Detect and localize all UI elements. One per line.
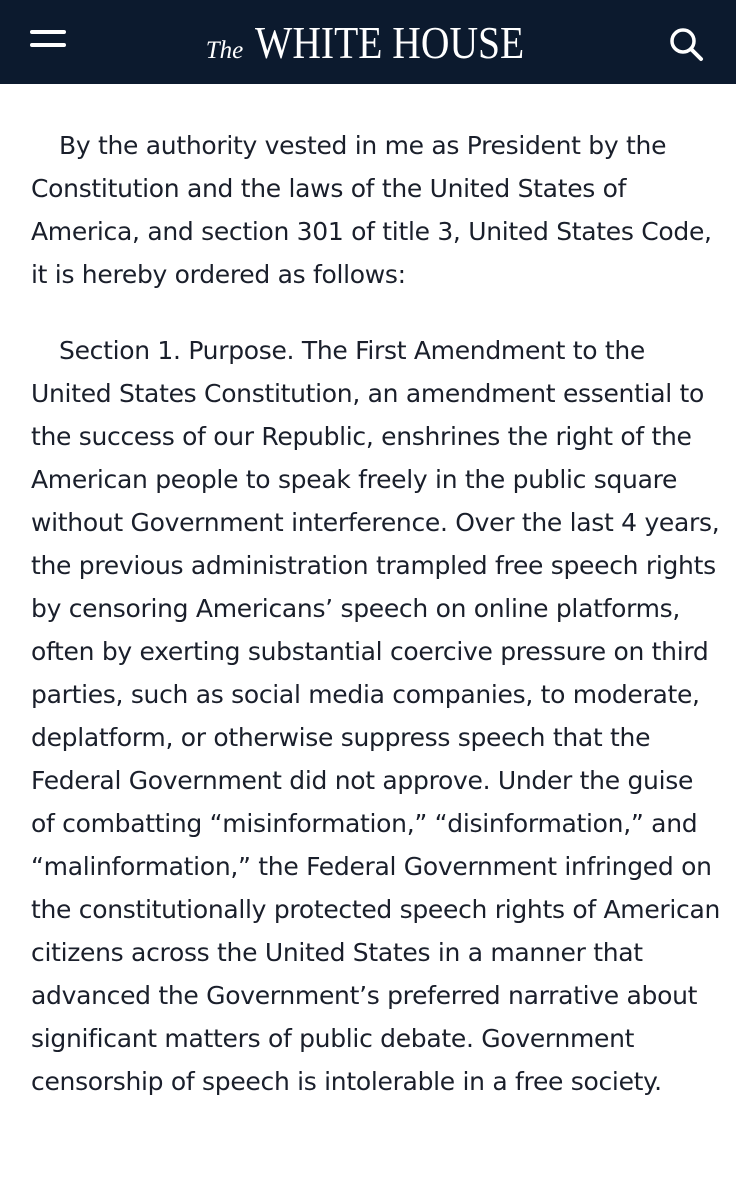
menu-button[interactable] <box>30 26 68 60</box>
brand-prefix: The <box>205 36 244 64</box>
site-header <box>0 0 736 84</box>
search-button[interactable] <box>666 24 706 64</box>
article-paragraph-preamble: By the authority vested in me as President by the Constitution and the laws of the United States of America, and section 301 of title 3, United States Code, it is hereby ordered as follows: <box>31 131 712 289</box>
article-body <box>31 124 721 1136</box>
brand-name: WHITE HOUSE <box>255 16 525 68</box>
brand-logo-area <box>0 0 736 84</box>
hamburger-menu-icon-bar <box>30 43 66 47</box>
brand-logo[interactable] <box>206 16 531 69</box>
article-paragraph-section-1: Section 1. Purpose. The First Amendment to the United States Constitution, an amendment essential to the success of our Republic, enshrines the right of the American people to speak freely in the public square without Government interference. Over the last 4 years, the previous administration trampled free speech rights by censoring Americans’ speech on online platforms, often by exerting substantial coercive pressure on third parties, such as social media companies, to moderate, deplatform, or otherwise suppress speech that the Federal Government did not approve. Under the guise of combatting “misinformation,” “disinformation,” and “malinformation,” the Federal Government infringed on the constitutionally protected speech rights of American citizens across the United States in a manner that advanced the Government’s preferred narrative about significant matters of public debate. Government censorship of speech is intolerable in a free society. <box>31 336 721 1096</box>
hamburger-menu-icon <box>30 30 66 34</box>
search-icon <box>666 24 706 64</box>
